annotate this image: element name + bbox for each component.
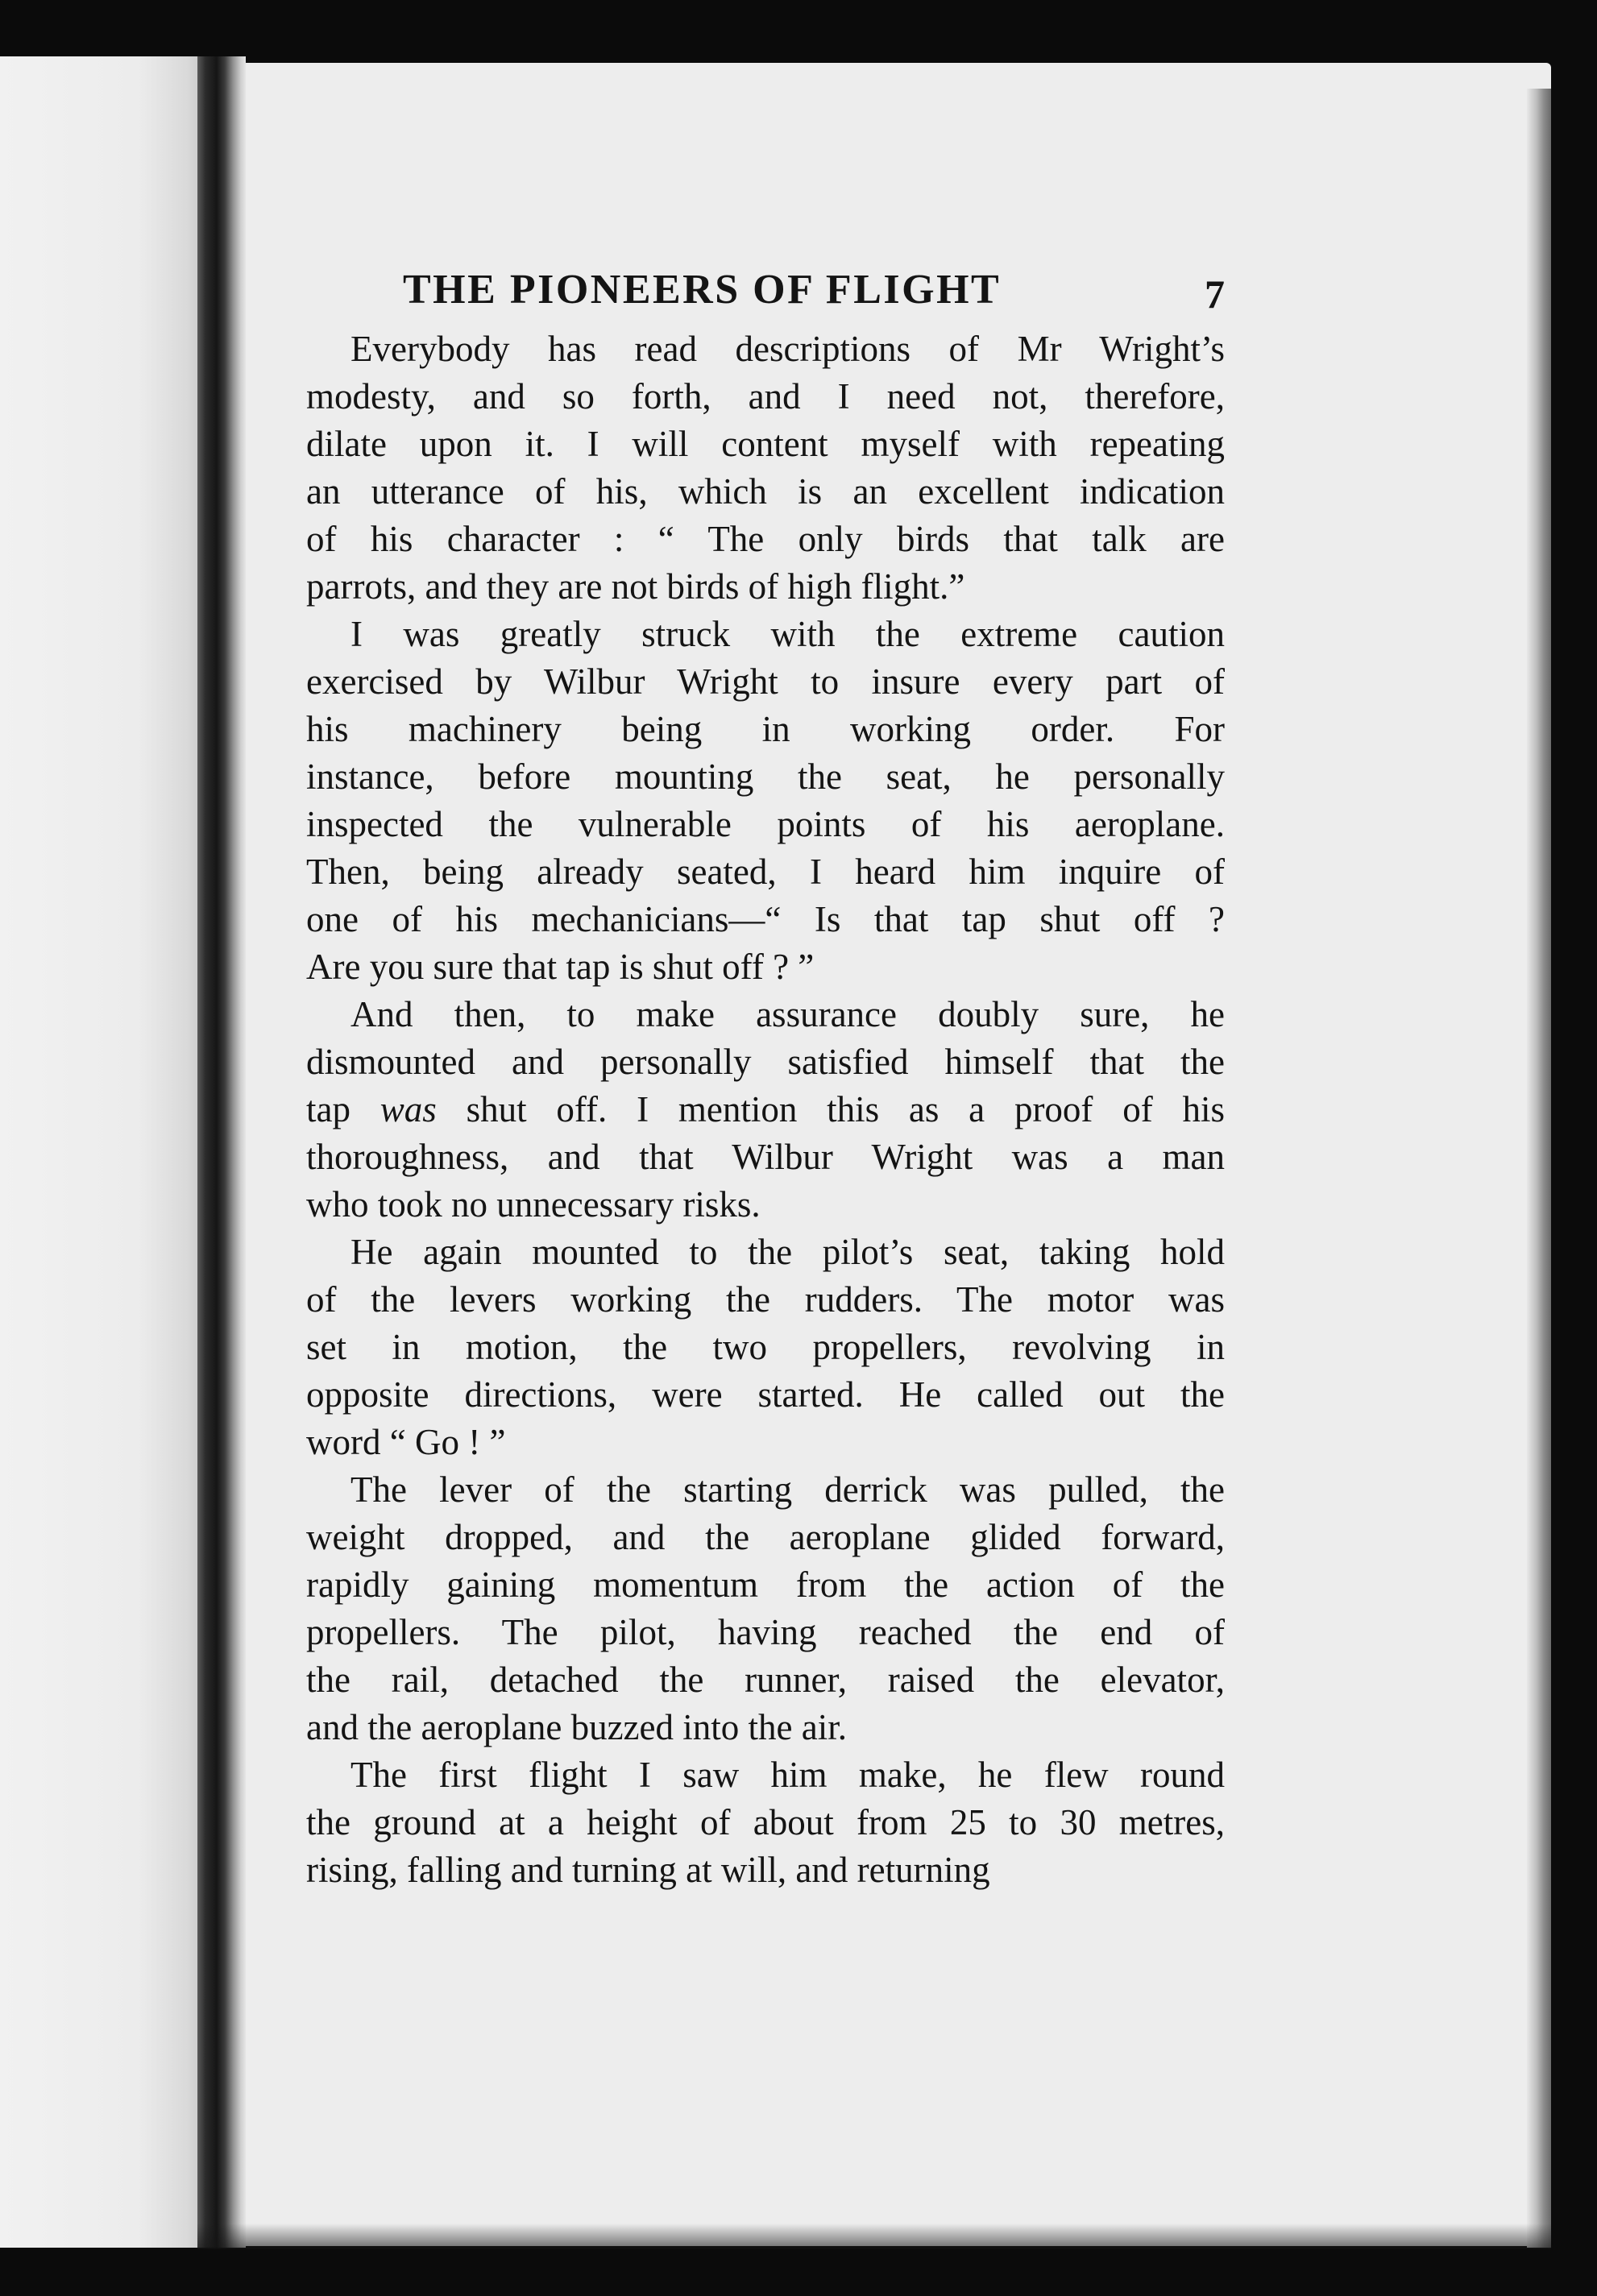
text-line: set in motion, the two propellers, revolving in [306, 1327, 1225, 1367]
text-line: Then, being already seated, I heard him inquire of [306, 852, 1225, 892]
emphasis: was [380, 1089, 437, 1129]
text-line: parrots, and they are not birds of high flight.” [306, 566, 965, 607]
text-line: dismounted and personally satisfied himself that the [306, 1042, 1225, 1082]
text-line: opposite directions, were started. He called out the [306, 1374, 1225, 1415]
text-line: propellers. The pilot, having reached the end of [306, 1612, 1225, 1652]
text-line: rising, falling and turning at will, and returning [306, 1850, 990, 1890]
text-line: weight dropped, and the aeroplane glided forward, [306, 1517, 1225, 1557]
text-line: dilate upon it. I will content myself with repeating [306, 424, 1225, 464]
paragraph [306, 991, 1225, 1229]
paragraph [306, 1466, 1225, 1751]
text-line: modesty, and so forth, and I need not, therefore, [306, 376, 1225, 417]
paragraph [306, 1229, 1225, 1466]
body-text [306, 325, 1225, 1894]
page-text-block [306, 259, 1225, 1894]
text-line: Are you sure that tap is shut off ? ” [306, 947, 815, 987]
text-line: and the aeroplane buzzed into the air. [306, 1707, 847, 1747]
text-line: the ground at a height of about from 25 to 30 metres, [306, 1802, 1225, 1842]
text-line: The lever of the starting derrick was pulled, the [351, 1469, 1225, 1510]
running-head [306, 259, 1225, 325]
text-line: instance, before mounting the seat, he personally [306, 756, 1225, 797]
text-line: rapidly gaining momentum from the action of the [306, 1565, 1225, 1605]
page-fore-edge [1527, 89, 1551, 2248]
text-line: of his character : “ The only birds that talk are [306, 519, 1225, 559]
text-line: And then, to make assurance doubly sure, he [351, 994, 1225, 1034]
paragraph [306, 611, 1225, 991]
text-line: Everybody has read descriptions of Mr Wright’s [351, 329, 1225, 369]
text-line: tap was shut off. I mention this as a proof of his [306, 1089, 1225, 1129]
text-line: one of his mechanicians—“ Is that tap shut off ? [306, 899, 1225, 939]
text-line: The first flight I saw him make, he flew round [351, 1755, 1225, 1795]
text-line: exercised by Wilbur Wright to insure every part of [306, 661, 1225, 702]
running-head-title: THE PIONEERS OF FLIGHT [403, 267, 1002, 313]
text-line: word “ Go ! ” [306, 1422, 506, 1462]
text-line: inspected the vulnerable points of his aeroplane. [306, 804, 1225, 844]
text-line: the rail, detached the runner, raised the elevator, [306, 1660, 1225, 1700]
book-gutter [197, 56, 246, 2248]
text-line: thoroughness, and that Wilbur Wright was a man [306, 1137, 1225, 1177]
text-line: He again mounted to the pilot’s seat, taking hold [351, 1232, 1225, 1272]
text-line: an utterance of his, which is an excellent indication [306, 471, 1225, 512]
text-line: I was greatly struck with the extreme caution [351, 614, 1225, 654]
text-line: of the levers working the rudders. The motor was [306, 1279, 1225, 1320]
page-bottom-shadow [197, 2223, 1551, 2249]
paragraph [306, 1751, 1225, 1894]
page-number: 7 [1205, 271, 1225, 317]
paragraph [306, 325, 1225, 611]
facing-page-edge [0, 56, 197, 2248]
text-line: his machinery being in working order. For [306, 709, 1225, 749]
text-line: who took no unnecessary risks. [306, 1184, 761, 1225]
